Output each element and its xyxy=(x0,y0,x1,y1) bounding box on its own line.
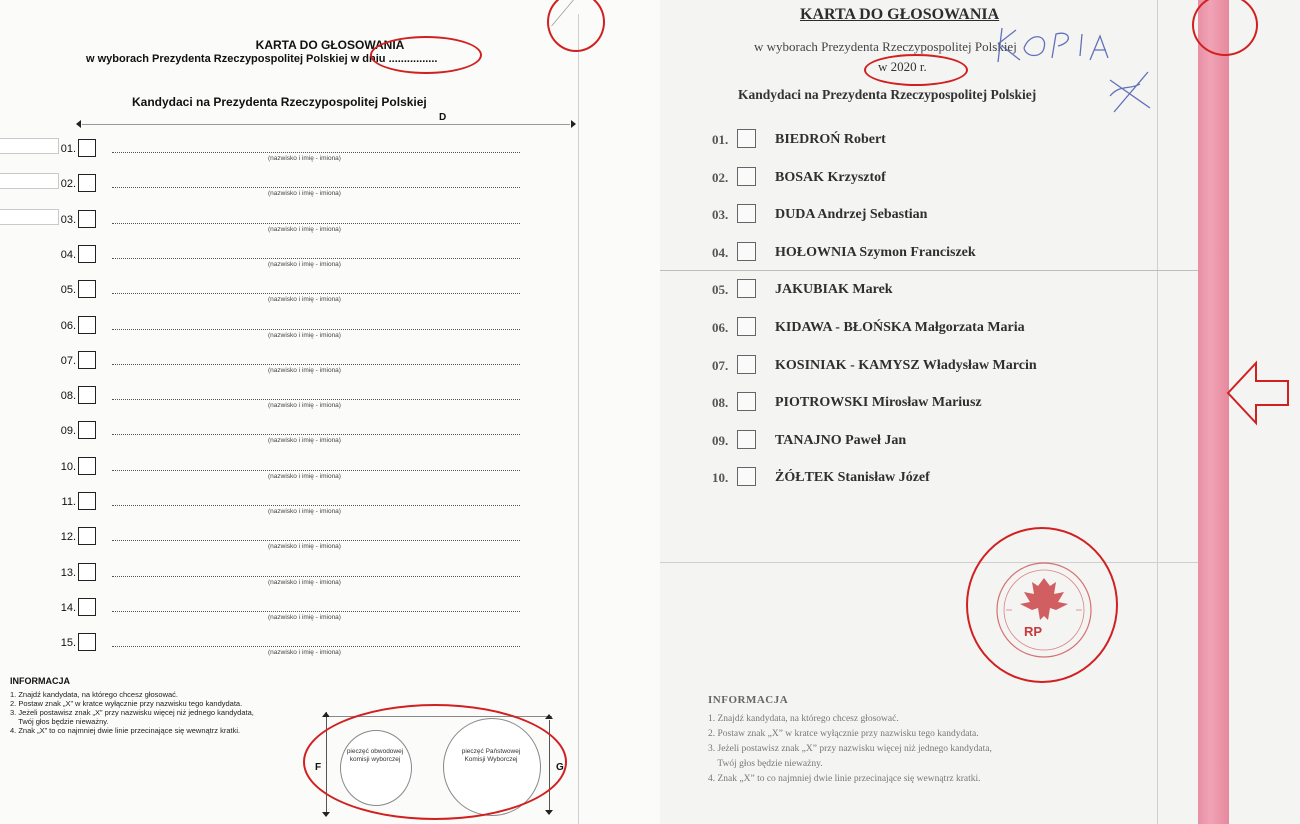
row-number: 02. xyxy=(60,178,76,191)
row-number: 03. xyxy=(60,213,76,226)
name-line xyxy=(112,187,520,188)
candidate-row xyxy=(0,139,578,169)
candidate-row xyxy=(0,598,578,628)
candidate-name: DUDA Andrzej Sebastian xyxy=(775,207,928,223)
vote-checkbox[interactable] xyxy=(78,351,96,369)
candidate-row xyxy=(712,392,1132,414)
vote-checkbox[interactable] xyxy=(78,174,96,192)
vote-checkbox[interactable] xyxy=(78,210,96,228)
row-number: 10. xyxy=(712,470,729,486)
candidate-name: TANAJNO Paweł Jan xyxy=(775,432,907,448)
info-heading: INFORMACJA xyxy=(708,694,789,706)
name-line xyxy=(112,399,520,400)
name-hint: (nazwisko i imię - imiona) xyxy=(268,402,341,410)
row-number: 05. xyxy=(712,282,729,298)
candidate-name: KIDAWA - BŁOŃSKA Małgorzata Maria xyxy=(775,320,1025,335)
row-number: 03. xyxy=(712,207,729,223)
row-number: 08. xyxy=(60,390,76,403)
candidate-row xyxy=(712,355,1132,377)
info-line: 4. Znak „X” to co najmniej dwie linie przecinające się wewnątrz kratki. xyxy=(10,726,241,735)
annotation-circle-year xyxy=(864,54,968,86)
candidate-row xyxy=(712,279,1132,301)
handwritten-kopia xyxy=(990,24,1160,114)
row-number: 01. xyxy=(712,132,729,147)
ballot-title: KARTA DO GŁOSOWANIA xyxy=(800,6,1000,23)
row-number: 01. xyxy=(60,143,76,155)
dimension-arrow xyxy=(76,118,576,130)
vote-checkbox[interactable] xyxy=(78,386,96,404)
arrow-left-icon xyxy=(1226,360,1292,426)
info-text xyxy=(708,712,992,787)
row-number: 07. xyxy=(712,357,729,373)
candidate-name: JAKUBIAK Marek xyxy=(775,282,893,298)
stamp-text-district: pieczęć obwodowej komisji wyborczej xyxy=(346,748,404,763)
ballot-subtitle: w wyborach Prezydenta Rzeczypospolitej Polskiej w dniu ................ xyxy=(86,53,438,65)
candidate-row xyxy=(712,317,1132,339)
candidate-name: HOŁOWNIA Szymon Franciszek xyxy=(775,244,976,260)
candidate-row xyxy=(712,430,1132,452)
info-line: 4. Znak „X” to co najmniej dwie linie przecinające się wewnątrz kratki. xyxy=(708,774,981,784)
candidate-row xyxy=(712,467,1132,489)
info-line: 2. Postaw znak „X” w kratce wyłącznie przy nazwisku tego kandydata. xyxy=(708,729,979,739)
name-hint: (nazwisko i imię - imiona) xyxy=(268,613,341,621)
candidate-row xyxy=(0,633,578,663)
candidate-row xyxy=(0,492,578,522)
vote-checkbox[interactable] xyxy=(78,421,96,439)
name-line xyxy=(112,364,520,365)
name-hint: (nazwisko i imię - imiona) xyxy=(268,543,341,551)
ballot-subtitle: w wyborach Prezydenta Rzeczypospolitej Polskiej xyxy=(754,39,1017,54)
annotation-circle-date xyxy=(370,36,482,74)
arrow-down-icon xyxy=(545,810,553,815)
info-line: 1. Znajdź kandydata, na którego chcesz głosować. xyxy=(10,690,179,699)
row-number: 08. xyxy=(712,395,729,411)
vote-checkbox[interactable] xyxy=(737,279,756,298)
dimension-label-f: F xyxy=(315,762,322,773)
vote-checkbox[interactable] xyxy=(78,633,96,651)
row-number: 15. xyxy=(60,637,76,650)
name-hint: (nazwisko i imię - imiona) xyxy=(268,578,341,586)
vote-checkbox[interactable] xyxy=(78,316,96,334)
row-number: 09. xyxy=(712,432,729,448)
candidate-name: PIOTROWSKI Mirosław Mariusz xyxy=(775,395,982,411)
name-line xyxy=(112,293,520,294)
row-number: 10. xyxy=(60,460,76,473)
ballot-year: w 2020 r. xyxy=(878,59,927,74)
vote-checkbox[interactable] xyxy=(78,527,96,545)
stamp-text-national: pieczęć Państwowej Komisji Wyborczej xyxy=(461,748,521,763)
info-line: 3. Jeżeli postawisz znak „X” przy nazwisku więcej niż jednego kandydata, xyxy=(708,744,992,754)
name-hint: (nazwisko i imię - imiona) xyxy=(268,437,341,445)
name-hint: (nazwisko i imię - imiona) xyxy=(268,260,341,268)
name-line xyxy=(112,470,520,471)
ballot-title: KARTA DO GŁOSOWANIA xyxy=(255,38,405,52)
name-hint: (nazwisko i imię - imiona) xyxy=(268,296,341,304)
vote-checkbox[interactable] xyxy=(737,317,756,336)
vote-checkbox[interactable] xyxy=(737,355,756,374)
name-line xyxy=(112,258,520,259)
name-hint: (nazwisko i imię - imiona) xyxy=(268,331,341,339)
vote-checkbox[interactable] xyxy=(78,563,96,581)
pink-security-strip xyxy=(1198,0,1229,824)
candidate-row xyxy=(0,245,578,275)
info-heading: INFORMACJA xyxy=(10,676,70,686)
seal-icon xyxy=(984,560,1104,660)
candidate-row xyxy=(712,167,1132,189)
vote-checkbox[interactable] xyxy=(737,242,756,261)
name-line xyxy=(112,223,520,224)
row-number: 11. xyxy=(61,496,76,508)
name-line xyxy=(112,505,520,506)
row-number: 07. xyxy=(60,354,76,367)
paper-edge xyxy=(578,14,579,824)
dimension-label-d: D xyxy=(439,112,447,123)
vote-checkbox[interactable] xyxy=(737,467,756,486)
vote-checkbox[interactable] xyxy=(78,598,96,616)
info-text xyxy=(10,690,330,735)
name-hint: (nazwisko i imię - imiona) xyxy=(268,225,341,233)
info-line: Twój głos będzie nieważny. xyxy=(10,717,109,726)
row-number: 14. xyxy=(60,601,76,614)
candidate-row xyxy=(0,386,578,416)
name-line xyxy=(112,152,520,153)
candidate-row xyxy=(0,457,578,487)
candidate-name: BOSAK Krzysztof xyxy=(775,169,886,185)
row-number: 06. xyxy=(712,320,729,335)
candidate-row xyxy=(0,174,578,204)
candidate-row xyxy=(0,527,578,557)
info-line: Twój głos będzie nieważny. xyxy=(708,759,823,769)
arrow-up-icon xyxy=(322,712,330,717)
candidate-name: BIEDROŃ Robert xyxy=(775,132,886,147)
arrow-up-icon xyxy=(545,714,553,719)
name-hint: (nazwisko i imię - imiona) xyxy=(268,155,341,162)
name-line xyxy=(112,329,520,330)
row-number: 09. xyxy=(60,425,76,438)
ballot-scan xyxy=(660,0,1300,824)
candidate-row xyxy=(0,280,578,310)
vote-checkbox[interactable] xyxy=(78,139,96,157)
annotation-circle-strip xyxy=(1192,0,1258,56)
fold-line xyxy=(660,562,1200,563)
name-hint: (nazwisko i imię - imiona) xyxy=(268,472,341,480)
candidate-row xyxy=(0,421,578,451)
row-number: 02. xyxy=(712,169,729,185)
vote-checkbox[interactable] xyxy=(78,245,96,263)
name-hint: (nazwisko i imię - imiona) xyxy=(268,649,341,657)
page-fold-line xyxy=(1157,0,1158,824)
vote-checkbox[interactable] xyxy=(78,280,96,298)
row-number: 06. xyxy=(60,319,76,332)
name-line xyxy=(112,576,520,577)
vote-checkbox[interactable] xyxy=(78,457,96,475)
name-line xyxy=(112,611,520,612)
vote-checkbox[interactable] xyxy=(737,167,756,186)
vote-checkbox[interactable] xyxy=(78,492,96,510)
candidate-row xyxy=(0,563,578,593)
row-number: 13. xyxy=(60,566,76,579)
name-hint: (nazwisko i imię - imiona) xyxy=(268,366,341,374)
fold-line xyxy=(660,270,1200,271)
vote-checkbox[interactable] xyxy=(737,204,756,223)
info-line: 3. Jeżeli postawisz znak „X” przy nazwisku więcej niż jednego kandydata, xyxy=(10,708,254,717)
name-hint: (nazwisko i imię - imiona) xyxy=(268,508,341,515)
arrow-down-icon xyxy=(322,812,330,817)
candidates-heading: Kandydaci na Prezydenta Rzeczypospolitej Polskiej xyxy=(132,95,427,109)
info-line: 2. Postaw znak „X” w kratce wyłącznie przy nazwisku tego kandydata. xyxy=(10,699,243,708)
name-hint: (nazwisko i imię - imiona) xyxy=(268,190,341,198)
candidate-row xyxy=(712,242,1132,264)
vote-checkbox[interactable] xyxy=(737,392,756,411)
candidate-row xyxy=(0,316,578,346)
vote-checkbox[interactable] xyxy=(737,430,756,449)
row-number: 12. xyxy=(60,531,76,544)
name-line xyxy=(112,540,520,541)
seal-text: RP xyxy=(1024,624,1043,639)
candidates-heading: Kandydaci na Prezydenta Rzeczypospolitej Polskiej xyxy=(738,87,1037,102)
candidate-row xyxy=(712,204,1132,226)
candidate-row xyxy=(712,129,1132,151)
row-number: 05. xyxy=(60,284,76,297)
dimension-label-g: G xyxy=(556,762,564,773)
row-number: 04. xyxy=(60,248,76,261)
candidate-row xyxy=(0,210,578,240)
name-line xyxy=(112,646,520,647)
candidate-name: ŻÓŁTEK Stanisław Józef xyxy=(775,470,930,486)
vote-checkbox[interactable] xyxy=(737,129,756,148)
name-line xyxy=(112,434,520,435)
info-line: 1. Znajdź kandydata, na którego chcesz głosować. xyxy=(708,714,899,724)
annotation-circle-stamps xyxy=(303,704,567,820)
row-number: 04. xyxy=(712,244,729,260)
candidate-name: KOSINIAK - KAMYSZ Władysław Marcin xyxy=(775,357,1037,373)
candidate-row xyxy=(0,351,578,381)
